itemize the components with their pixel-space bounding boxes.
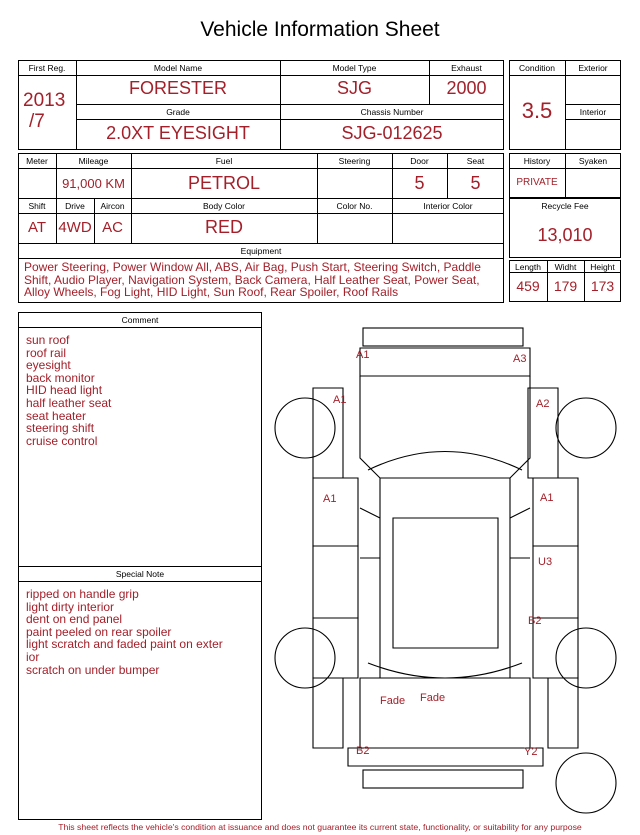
width-value: 179 (553, 278, 578, 294)
divider (18, 581, 262, 582)
shift-header: Shift (28, 201, 46, 211)
comment-line: HID head light (26, 383, 103, 398)
right-rear-fender-shape (533, 618, 578, 678)
equipment-line: Power Steering, Power Window All, ABS, Air Bag, Push Start, Steering Switch, Paddle (24, 260, 481, 274)
body-color-header: Body Color (202, 201, 246, 211)
sunroof-shape (393, 518, 498, 648)
special-note-line: dent on end panel (26, 612, 123, 627)
damage-mark: Y2 (524, 746, 538, 758)
fuel-header: Fuel (215, 156, 233, 166)
left-front-door-shape (313, 478, 358, 546)
interior-header: Interior (579, 107, 607, 117)
model-type-header: Model Type (332, 63, 377, 73)
meter-header: Meter (26, 156, 48, 166)
exterior-header: Exterior (578, 63, 608, 73)
damage-mark: A1 (356, 349, 370, 361)
shift-value: AT (27, 219, 47, 236)
chassis-value: SJG-012625 (341, 123, 443, 143)
door-header: Door (410, 156, 429, 166)
comment-line: cruise control (26, 433, 98, 448)
divider (18, 258, 504, 259)
divider (18, 566, 262, 567)
drive-header: Drive (65, 201, 85, 211)
disclaimer-footer: This sheet reflects the vehicle's condition at issuance and does not guarantee its current state, functionality, or suitability for any purpose (58, 822, 582, 832)
exhaust-value: 2000 (446, 78, 487, 98)
divider (18, 327, 262, 328)
divider (509, 272, 621, 273)
car-damage-diagram (268, 318, 628, 818)
door-value: 5 (414, 173, 425, 193)
length-header: Length (515, 262, 541, 272)
damage-mark: A2 (536, 398, 550, 410)
comment-line: seat heater (26, 408, 87, 423)
special-note-line: scratch on under bumper (26, 662, 160, 677)
equipment-header: Equipment (240, 246, 282, 256)
damage-mark: Fade (420, 692, 446, 704)
front-panel-shape (360, 348, 530, 376)
equipment-list (24, 261, 502, 299)
divider (565, 119, 621, 120)
divider (76, 119, 504, 120)
rear-left-wheel-shape (275, 628, 335, 688)
aircon-header: Aircon (100, 201, 125, 211)
recycle-fee-value: 13,010 (537, 225, 593, 245)
syaken-header: Syaken (578, 156, 608, 166)
interior-color-header: Interior Color (423, 201, 473, 211)
fuel-value: PETROL (187, 173, 261, 193)
divider (18, 243, 504, 244)
special-note-line: light scratch and faded paint on exter (26, 637, 223, 652)
left-rear-fender-shape (313, 618, 358, 678)
model-type-value: SJG (336, 78, 372, 98)
comment-line: eyesight (26, 358, 71, 373)
divider (18, 168, 504, 169)
special-note-list (26, 588, 258, 676)
rear-bumper-shape (363, 770, 523, 788)
height-value: 173 (590, 278, 615, 294)
grade-header: Grade (166, 107, 190, 117)
comment-line: steering shift (26, 421, 95, 436)
width-header: Widht (554, 262, 577, 272)
comment-line: half leather seat (26, 395, 112, 410)
aircon-value: AC (102, 219, 123, 236)
mileage-value: 91,000 KM (62, 176, 125, 191)
rear-hatch-shape (360, 678, 530, 748)
spare-wheel-shape (556, 753, 616, 813)
history-value: PRIVATE (516, 177, 558, 188)
comment-list (26, 334, 256, 447)
pillar-lines (360, 508, 530, 558)
length-value: 459 (516, 278, 540, 294)
right-front-door-shape (533, 478, 578, 546)
front-right-wheel-shape (556, 398, 616, 458)
special-note-line: light dirty interior (26, 599, 115, 614)
body-color-value: RED (204, 217, 243, 237)
condition-grade: 3.5 (521, 98, 553, 123)
divider (565, 104, 621, 105)
divider (18, 213, 504, 214)
damage-mark: U3 (538, 556, 553, 568)
rear-window-shape (368, 663, 522, 678)
special-note-header: Special Note (115, 569, 165, 579)
damage-mark: A1 (323, 493, 337, 505)
model-name-value: FORESTER (128, 78, 227, 98)
seat-value: 5 (470, 173, 481, 193)
special-note-line: ripped on handle grip (26, 587, 139, 601)
front-left-wheel-shape (275, 398, 335, 458)
color-no-header: Color No. (336, 201, 373, 211)
damage-mark: A1 (333, 394, 347, 406)
comment-line: sun roof (26, 333, 70, 347)
equipment-line: Shift, Audio Player, Navigation System, Back Camera, Half Leather Seat, Power Seat, (24, 272, 480, 287)
mileage-header: Mileage (78, 156, 109, 166)
left-quarter-shape (313, 678, 343, 748)
model-name-header: Model Name (153, 63, 203, 73)
chassis-header: Chassis Number (360, 107, 424, 117)
rear-right-wheel-shape (556, 628, 616, 688)
exhaust-header: Exhaust (451, 63, 482, 73)
divider (18, 198, 504, 199)
windshield-shape (368, 452, 522, 471)
damage-mark: B2 (528, 615, 542, 627)
front-bumper-shape (363, 328, 523, 346)
sheet-title: Vehicle Information Sheet (200, 18, 440, 41)
special-note-line: ior (26, 649, 40, 664)
comment-line: back monitor (26, 370, 95, 385)
height-header: Height (590, 262, 615, 272)
damage-mark: A3 (513, 353, 527, 365)
first-reg-month: /7 (29, 111, 45, 132)
history-header: History (523, 156, 551, 166)
equipment-line: Alloy Wheels, Fog Light, HID Light, Sun Roof, Rear Spoiler, Roof Rails (24, 285, 399, 300)
divider (565, 60, 566, 150)
drive-value: 4WD (58, 219, 92, 236)
divider (76, 104, 504, 105)
first-reg-year: 2013 (23, 90, 66, 111)
damage-mark: B2 (356, 745, 370, 757)
recycle-fee-header: Recycle Fee (541, 201, 589, 211)
steering-header: Steering (338, 156, 371, 166)
damage-mark: A1 (540, 492, 554, 504)
damage-mark: Fade (380, 695, 406, 707)
comment-line: roof rail (26, 345, 67, 360)
comment-header: Comment (121, 315, 159, 325)
rear-panel-shape (348, 748, 543, 766)
special-note-line: paint peeled on rear spoiler (26, 624, 172, 639)
left-rear-door-shape (313, 546, 358, 618)
first-reg-header: First Reg. (28, 63, 66, 73)
divider (18, 75, 504, 76)
seat-header: Seat (466, 156, 485, 166)
grade-value: 2.0XT EYESIGHT (106, 123, 250, 143)
condition-header: Condition (519, 63, 555, 73)
right-quarter-shape (548, 678, 578, 748)
